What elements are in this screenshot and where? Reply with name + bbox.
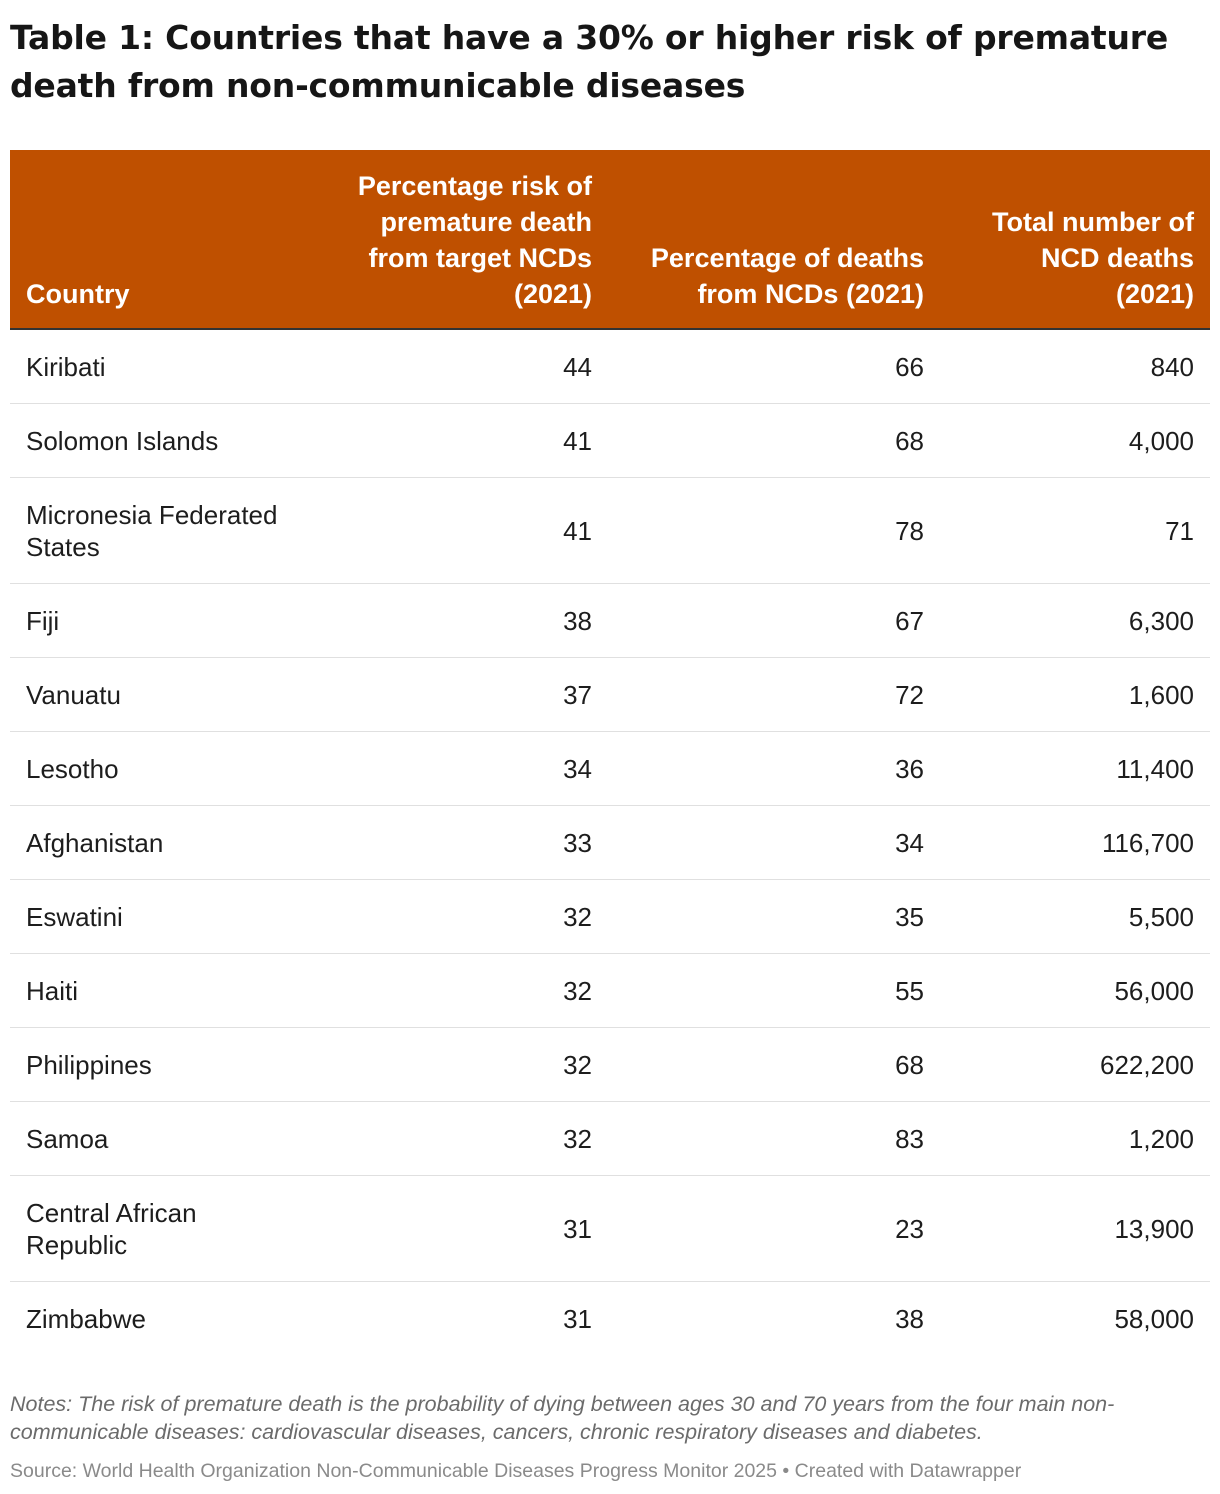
cell-country: Haiti xyxy=(10,954,310,1028)
cell-risk: 34 xyxy=(310,732,608,806)
table-row xyxy=(10,1282,1210,1356)
column-header-pct-deaths: Percentage of deaths from NCDs (2021) xyxy=(608,150,940,329)
table-source: Source: World Health Organization Non-Communicable Diseases Progress Monitor 2025 • Created with Datawrapper xyxy=(10,1460,1022,1482)
cell-total-deaths: 622,200 xyxy=(940,1028,1210,1102)
cell-country: Central African Republic xyxy=(10,1176,310,1282)
table-row xyxy=(10,954,1210,1028)
table-row xyxy=(10,880,1210,954)
table-body xyxy=(10,329,1210,1355)
cell-country: Vanuatu xyxy=(10,658,310,732)
cell-pct-deaths: 38 xyxy=(895,1303,924,1334)
cell-pct-deaths: 66 xyxy=(608,329,940,404)
table-row xyxy=(10,1102,1210,1176)
cell-country: Solomon Islands xyxy=(10,404,310,478)
cell-total-deaths: 1,600 xyxy=(940,658,1210,732)
table-row xyxy=(10,732,1210,806)
cell-risk: 44 xyxy=(310,329,608,404)
column-header-risk: Percentage risk of premature death from target NCDs (2021) xyxy=(310,150,608,329)
ncd-table xyxy=(10,150,1210,1355)
cell-total-deaths: 13,900 xyxy=(940,1176,1210,1282)
column-header-country: Country xyxy=(10,150,310,329)
cell-total-deaths: 58,000 xyxy=(1114,1303,1194,1334)
table-notes: Notes: The risk of premature death is the probability of dying between ages 30 and 70 years from the four main non-communicable diseases: cardiovascular diseases, cancers, chronic respiratory diseases and diabetes. xyxy=(10,1392,1115,1444)
table-row xyxy=(10,1028,1210,1102)
cell-pct-deaths: 23 xyxy=(608,1176,940,1282)
cell-total-deaths: 1,200 xyxy=(940,1102,1210,1176)
cell-pct-deaths: 55 xyxy=(608,954,940,1028)
table-row xyxy=(10,658,1210,732)
cell-risk: 32 xyxy=(310,1102,608,1176)
cell-total-deaths: 11,400 xyxy=(940,732,1210,806)
cell-pct-deaths: 72 xyxy=(608,658,940,732)
cell-risk: 38 xyxy=(310,584,608,658)
cell-pct-deaths: 67 xyxy=(608,584,940,658)
cell-total-deaths: 4,000 xyxy=(940,404,1210,478)
cell-country: Samoa xyxy=(10,1102,310,1176)
table-row xyxy=(10,806,1210,880)
cell-risk: 31 xyxy=(563,1303,592,1334)
cell-country: Lesotho xyxy=(10,732,310,806)
cell-total-deaths: 5,500 xyxy=(940,880,1210,954)
cell-risk: 33 xyxy=(310,806,608,880)
cell-pct-deaths: 68 xyxy=(608,404,940,478)
cell-pct-deaths: 34 xyxy=(608,806,940,880)
cell-country: Zimbabwe xyxy=(26,1303,146,1334)
cell-pct-deaths: 35 xyxy=(608,880,940,954)
cell-country: Philippines xyxy=(10,1028,310,1102)
cell-pct-deaths: 83 xyxy=(608,1102,940,1176)
cell-risk: 37 xyxy=(310,658,608,732)
cell-country: Eswatini xyxy=(10,880,310,954)
table-row xyxy=(10,584,1210,658)
cell-pct-deaths: 68 xyxy=(608,1028,940,1102)
cell-risk: 32 xyxy=(310,1028,608,1102)
cell-risk: 32 xyxy=(310,954,608,1028)
cell-country: Fiji xyxy=(10,584,310,658)
cell-total-deaths: 116,700 xyxy=(940,806,1210,880)
cell-total-deaths: 71 xyxy=(940,478,1210,584)
cell-risk: 31 xyxy=(310,1176,608,1282)
cell-risk: 32 xyxy=(310,880,608,954)
cell-country: Kiribati xyxy=(10,329,310,404)
cell-risk: 41 xyxy=(310,478,608,584)
column-header-total-deaths: Total number of NCD deaths (2021) xyxy=(940,150,1210,329)
cell-pct-deaths: 36 xyxy=(608,732,940,806)
cell-country: Micronesia Federated States xyxy=(10,478,310,584)
table-row xyxy=(10,478,1210,584)
table-header-row xyxy=(10,150,1210,329)
table-title: Table 1: Countries that have a 30% or higher risk of premature death from non-communicable diseases xyxy=(10,18,1169,105)
cell-risk: 41 xyxy=(310,404,608,478)
table-row xyxy=(10,329,1210,404)
table-row xyxy=(10,1176,1210,1282)
cell-country: Afghanistan xyxy=(10,806,310,880)
table-row xyxy=(10,404,1210,478)
cell-total-deaths: 840 xyxy=(940,329,1210,404)
cell-pct-deaths: 78 xyxy=(608,478,940,584)
cell-total-deaths: 56,000 xyxy=(940,954,1210,1028)
cell-total-deaths: 6,300 xyxy=(940,584,1210,658)
